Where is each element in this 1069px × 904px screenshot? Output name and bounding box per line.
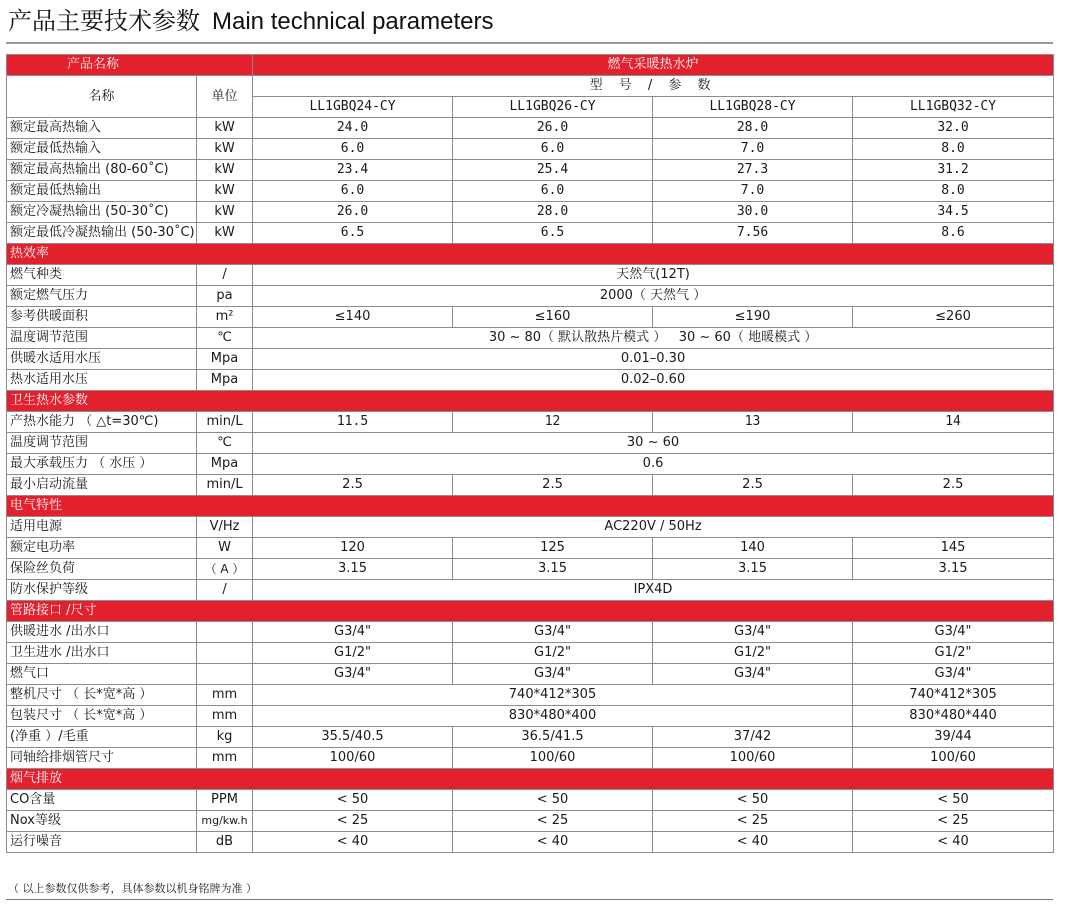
param-name: 防水保护等级 [7,580,197,601]
table-row [7,307,1054,328]
param-name: 温度调节范围 [7,433,197,454]
param-name: 整机尺寸 （ 长*宽*高 ） [7,685,197,706]
param-value: 140 [653,538,853,559]
model-name: LL1GBQ26-CY [453,97,653,118]
model-name: LL1GBQ28-CY [653,97,853,118]
section-header-pipe [7,601,1054,622]
param-value: 145 [853,538,1054,559]
param-value: G3/4" [853,664,1054,685]
param-unit: kW [197,160,253,181]
param-value: 125 [453,538,653,559]
param-unit: / [197,580,253,601]
table-row [7,643,1054,664]
param-value: G3/4" [453,664,653,685]
table-row [7,265,1054,286]
footnote: （ 以上参数仅供参考，具体参数以机身铭牌为准 ） [8,882,257,895]
param-name: 保险丝负荷 [7,559,197,580]
table-row [7,202,1054,223]
param-value: < 50 [253,790,453,811]
param-name: 参考供暖面积 [7,307,197,328]
param-unit: kg [197,727,253,748]
table-row [7,517,1054,538]
param-value: 6.5 [453,223,653,244]
param-unit: kW [197,181,253,202]
param-value: < 50 [653,790,853,811]
col-unit-header: 单位 [197,76,253,118]
param-value: < 25 [253,811,453,832]
model-param-header: 型 号 / 参 数 [253,76,1054,97]
param-value: 24.0 [253,118,453,139]
param-value: G1/2" [653,643,853,664]
param-value: IPX4D [253,580,1054,601]
param-value: 120 [253,538,453,559]
table-row [7,433,1054,454]
table-row [7,412,1054,433]
param-unit: Mpa [197,454,253,475]
param-value: 26.0 [253,202,453,223]
param-unit: Mpa [197,349,253,370]
section-title: 卫生热水参数 [7,391,1054,412]
param-value: 28.0 [453,202,653,223]
table-row [7,328,1054,349]
param-value: G1/2" [253,643,453,664]
table-row [7,286,1054,307]
param-value: 35.5/40.5 [253,727,453,748]
param-value: 8.0 [853,139,1054,160]
param-value: 27.3 [653,160,853,181]
param-value: 32.0 [853,118,1054,139]
table-row [7,748,1054,769]
param-value: 740*412*305 [253,685,853,706]
param-value: < 40 [453,832,653,853]
param-name: 热水适用水压 [7,370,197,391]
param-unit: pa [197,286,253,307]
param-value: ≤260 [853,307,1054,328]
table-row [7,139,1054,160]
param-value: < 40 [853,832,1054,853]
param-value: G3/4" [853,622,1054,643]
section-title: 电气特性 [7,496,1054,517]
param-value: 2.5 [653,475,853,496]
param-value: < 25 [653,811,853,832]
table-row [7,475,1054,496]
param-value: G3/4" [253,664,453,685]
param-value: 37/42 [653,727,853,748]
param-unit [197,622,253,643]
param-value: 30 ~ 60 [253,433,1054,454]
param-value: 2000（ 天然气 ） [253,286,1054,307]
param-value: 830*480*400 [253,706,853,727]
param-name: 最大承载压力 （ 水压 ） [7,454,197,475]
param-value: 2.5 [853,475,1054,496]
param-value: 13 [653,412,853,433]
param-name: 供暖水适用水压 [7,349,197,370]
param-unit: kW [197,139,253,160]
table-row [7,223,1054,244]
param-value: 30.0 [653,202,853,223]
param-value: 23.4 [253,160,453,181]
param-value: 3.15 [253,559,453,580]
section-title: 烟气排放 [7,769,1054,790]
param-unit: dB [197,832,253,853]
bottom-divider [6,899,1053,900]
param-unit: mg/kw.h [197,811,253,832]
param-name: 温度调节范围 [7,328,197,349]
param-value: G3/4" [253,622,453,643]
param-value: 0.02–0.60 [253,370,1054,391]
table-row [7,664,1054,685]
param-value: 8.6 [853,223,1054,244]
spec-table [6,54,1054,853]
param-value: 7.56 [653,223,853,244]
param-unit: kW [197,202,253,223]
param-value: 7.0 [653,139,853,160]
section-title: 管路接口 /尺寸 [7,601,1054,622]
param-unit: W [197,538,253,559]
param-value: AC220V / 50Hz [253,517,1054,538]
param-unit: mm [197,706,253,727]
page-title-en: Main technical parameters [212,8,494,35]
param-name: (净重 ）/毛重 [7,727,197,748]
param-unit: ℃ [197,433,253,454]
param-unit: V/Hz [197,517,253,538]
title-divider [6,42,1053,44]
param-value: 830*480*440 [853,706,1054,727]
param-unit: kW [197,118,253,139]
param-value: 8.0 [853,181,1054,202]
param-unit: / [197,265,253,286]
header-row [7,76,1054,97]
param-value: 11.5 [253,412,453,433]
param-value: 3.15 [653,559,853,580]
param-name: 燃气种类 [7,265,197,286]
param-value: 100/60 [453,748,653,769]
param-value: 12 [453,412,653,433]
param-name: 包装尺寸 （ 长*宽*高 ） [7,706,197,727]
table-row [7,370,1054,391]
param-value: ≤190 [653,307,853,328]
param-unit: m² [197,307,253,328]
param-value: < 40 [253,832,453,853]
param-unit: min/L [197,475,253,496]
param-unit [197,643,253,664]
table-row [7,622,1054,643]
param-name: 同轴给排烟管尺寸 [7,748,197,769]
param-name: 最小启动流量 [7,475,197,496]
param-value: 740*412*305 [853,685,1054,706]
param-name: 额定最高热输出 (80-60˚C) [7,160,197,181]
param-value: 100/60 [653,748,853,769]
param-value: 天然气(12T) [253,265,1054,286]
section-header-flue [7,769,1054,790]
param-value: 6.0 [453,139,653,160]
table-row [7,685,1054,706]
param-name: Nox等级 [7,811,197,832]
page-title-cn: 产品主要技术参数 [8,7,200,35]
param-value: 14 [853,412,1054,433]
param-value: 30 ~ 80（ 默认散热片模式 ） 30 ~ 60（ 地暖模式 ） [253,328,1054,349]
table-row [7,580,1054,601]
param-value: 0.6 [253,454,1054,475]
section-header-dhw [7,391,1054,412]
param-value: < 40 [653,832,853,853]
col-name-header: 名称 [7,76,197,118]
param-unit: mm [197,685,253,706]
param-name: CO含量 [7,790,197,811]
param-value: 2.5 [453,475,653,496]
param-value: < 25 [853,811,1054,832]
param-value: 28.0 [653,118,853,139]
param-name: 运行噪音 [7,832,197,853]
param-value: 0.01–0.30 [253,349,1054,370]
page-title [8,3,493,39]
param-value: 6.0 [453,181,653,202]
param-value: < 50 [453,790,653,811]
param-value: ≤160 [453,307,653,328]
param-name: 额定最低热输入 [7,139,197,160]
param-unit: （ A ） [197,559,253,580]
param-value: 7.0 [653,181,853,202]
param-value: 6.0 [253,181,453,202]
table-row [7,811,1054,832]
param-value: 3.15 [853,559,1054,580]
section-header-efficiency [7,244,1054,265]
param-name: 额定电功率 [7,538,197,559]
table-row [7,160,1054,181]
param-value: G3/4" [653,664,853,685]
param-unit [197,664,253,685]
param-value: 100/60 [253,748,453,769]
param-unit: min/L [197,412,253,433]
param-name: 额定最低冷凝热输出 (50-30˚C) [7,223,197,244]
param-value: ≤140 [253,307,453,328]
param-name: 额定冷凝热输出 (50-30˚C) [7,202,197,223]
table-row [7,706,1054,727]
param-value: G1/2" [453,643,653,664]
param-unit: kW [197,223,253,244]
table-row [7,538,1054,559]
table-row [7,832,1054,853]
param-value: 39/44 [853,727,1054,748]
param-unit: mm [197,748,253,769]
table-row [7,727,1054,748]
param-name: 额定最低热输出 [7,181,197,202]
product-name-label: 产品名称 [7,55,253,76]
product-name-bar [7,55,1054,76]
param-unit: ℃ [197,328,253,349]
param-value: < 25 [453,811,653,832]
param-value: 25.4 [453,160,653,181]
param-value: 6.5 [253,223,453,244]
param-name: 卫生进水 /出水口 [7,643,197,664]
param-value: 31.2 [853,160,1054,181]
table-row [7,181,1054,202]
param-value: 3.15 [453,559,653,580]
table-row [7,118,1054,139]
param-unit: PPM [197,790,253,811]
param-value: 2.5 [253,475,453,496]
table-row [7,349,1054,370]
model-name: LL1GBQ24-CY [253,97,453,118]
model-name: LL1GBQ32-CY [853,97,1054,118]
table-row [7,454,1054,475]
param-value: < 50 [853,790,1054,811]
param-unit: Mpa [197,370,253,391]
param-value: 100/60 [853,748,1054,769]
param-value: G1/2" [853,643,1054,664]
param-name: 额定燃气压力 [7,286,197,307]
section-header-electric [7,496,1054,517]
param-name: 适用电源 [7,517,197,538]
param-value: 26.0 [453,118,653,139]
table-row [7,790,1054,811]
param-value: G3/4" [653,622,853,643]
param-value: 34.5 [853,202,1054,223]
param-name: 燃气口 [7,664,197,685]
table-row [7,559,1054,580]
param-value: G3/4" [453,622,653,643]
param-value: 6.0 [253,139,453,160]
section-title: 热效率 [7,244,1054,265]
param-name: 额定最高热输入 [7,118,197,139]
product-name-value: 燃气采暖热水炉 [253,55,1054,76]
param-name: 产热水能力 （ △t=30℃) [7,412,197,433]
param-name: 供暖进水 /出水口 [7,622,197,643]
param-value: 36.5/41.5 [453,727,653,748]
